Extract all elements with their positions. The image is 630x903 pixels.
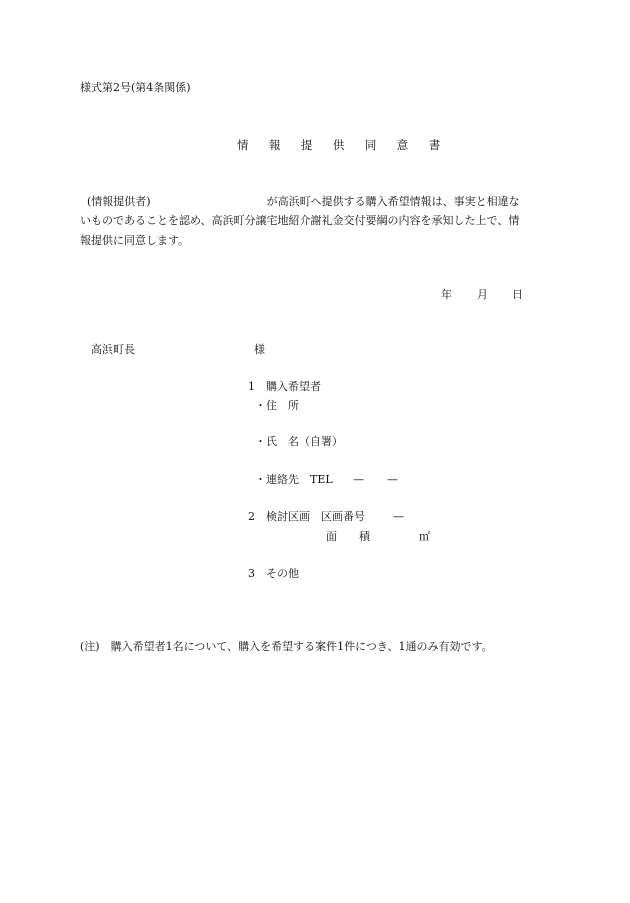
date-year-label: 年 bbox=[441, 288, 452, 301]
addressee-name: 高浜町長 bbox=[91, 343, 135, 356]
consent-text-1: が高浜町へ提供する購入希望情報は、事実と相違な bbox=[266, 195, 520, 208]
purchaser-name-label: ・氏 名（自署） bbox=[255, 435, 343, 448]
purchaser-contact-label: ・連絡先 TEL bbox=[255, 473, 333, 486]
consent-paragraph-line-3: 報提供に同意します。 bbox=[80, 234, 190, 247]
lot-area-unit: ㎡ bbox=[419, 530, 430, 543]
phone-separator-2: — bbox=[387, 473, 398, 486]
section-other-heading: 3 その他 bbox=[248, 567, 299, 580]
purchaser-address-label: ・住 所 bbox=[255, 399, 299, 412]
section-purchaser-heading: 1 購入希望者 bbox=[248, 380, 321, 393]
section-lot-heading: 2 検討区画 区画番号 bbox=[248, 510, 365, 523]
phone-separator-1: — bbox=[353, 473, 364, 486]
date-month-label: 月 bbox=[477, 288, 488, 301]
footnote: (注) 購入希望者1名について、購入を希望する案件1件につき、1通のみ有効です。 bbox=[80, 640, 493, 653]
addressee-honorific: 様 bbox=[254, 343, 265, 356]
consent-paragraph-line-1 bbox=[80, 195, 552, 209]
lot-area-label: 面 積 bbox=[326, 530, 370, 543]
provider-label: (情報提供者) bbox=[87, 195, 151, 208]
lot-number-separator: — bbox=[393, 510, 404, 523]
document-title: 情 報 提 供 同 意 書 bbox=[237, 138, 449, 152]
date-day-label: 日 bbox=[512, 288, 523, 301]
form-number: 様式第2号(第4条関係) bbox=[80, 81, 191, 94]
consent-paragraph-line-2: いものであることを認め、高浜町分譲宅地紹介謝礼金交付要綱の内容を承知した上で、情 bbox=[80, 214, 520, 227]
